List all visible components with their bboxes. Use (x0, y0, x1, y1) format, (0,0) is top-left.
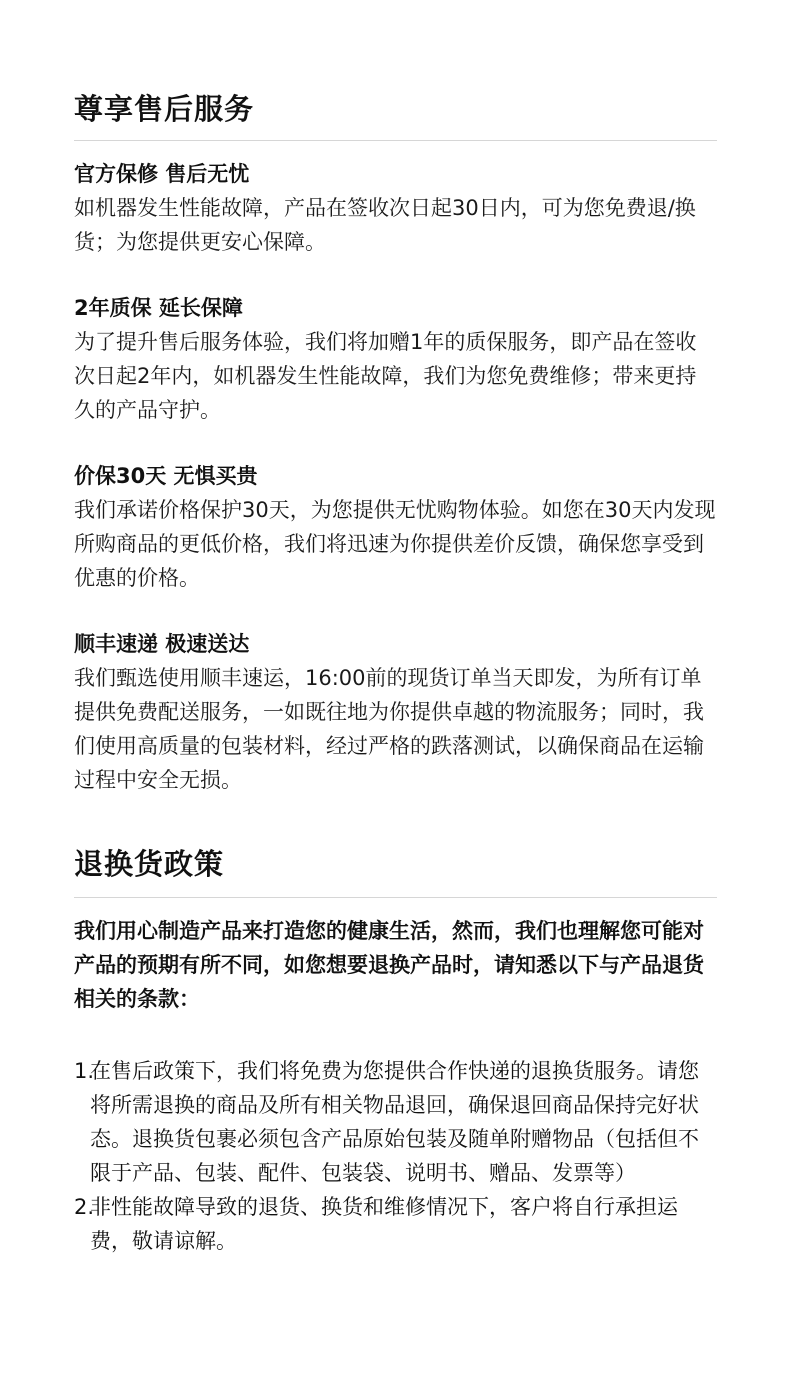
service-block-shipping (74, 627, 717, 797)
service-block-heading: 2年质保 延长保障 (74, 296, 243, 320)
service-block-body: 为了提升售后服务体验，我们将加赠1年的质保服务，即产品在签收次日起2年内，如机器发生性能故障，我们为您免费维修；带来更持久的产品守护。 (74, 330, 697, 422)
service-block-heading: 价保30天 无惧买贵 (74, 464, 258, 488)
service-block-heading: 官方保修 售后无忧 (74, 162, 250, 186)
service-block-body: 我们甄选使用顺丰速运，16:00前的现货订单当天即发，为所有订单提供免费配送服务，一如既往地为你提供卓越的物流服务；同时，我们使用高质量的包装材料，经过严格的跌落测试，以确保商品在运输过程中安全无损。 (74, 666, 704, 792)
list-item-text: 非性能故障导致的退货、换货和维修情况下，客户将自行承担运费，敬请谅解。 (90, 1195, 678, 1253)
list-item (74, 1190, 717, 1258)
service-block-body: 我们承诺价格保护30天，为您提供无忧购物体验。如您在30天内发现所购商品的更低价格，我们将迅速为你提供差价反馈，确保您享受到优惠的价格。 (74, 498, 716, 590)
service-block-body: 如机器发生性能故障，产品在签收次日起30日内，可为您免费退/换货；为您提供更安心保障。 (74, 196, 696, 254)
service-block-heading: 顺丰速递 极速送达 (74, 632, 250, 656)
list-item (74, 1054, 717, 1190)
returns-intro: 我们用心制造产品来打造您的健康生活，然而，我们也理解您可能对产品的预期有所不同，如您想要退换产品时，请知悉以下与产品退货相关的条款： (74, 919, 704, 1011)
returns-policy-list (74, 1054, 717, 1258)
service-block-price-protection (74, 459, 717, 595)
service-block-warranty (74, 157, 717, 259)
list-item-number: 1. (74, 1059, 95, 1083)
returns-section-title: 退换货政策 (74, 847, 225, 881)
list-item-text: 在售后政策下，我们将免费为您提供合作快递的退换货服务。请您将所需退换的商品及所有相关物品退回，确保退回商品保持完好状态。退换货包裹必须包含产品原始包装及随单附赠物品（包括但不限于产品、包装、配件、包装袋、说明书、赠品、发票等） (90, 1059, 699, 1185)
list-item-number: 2. (74, 1195, 95, 1219)
services-section-title: 尊享售后服务 (74, 92, 255, 126)
service-block-extended-warranty (74, 291, 717, 427)
